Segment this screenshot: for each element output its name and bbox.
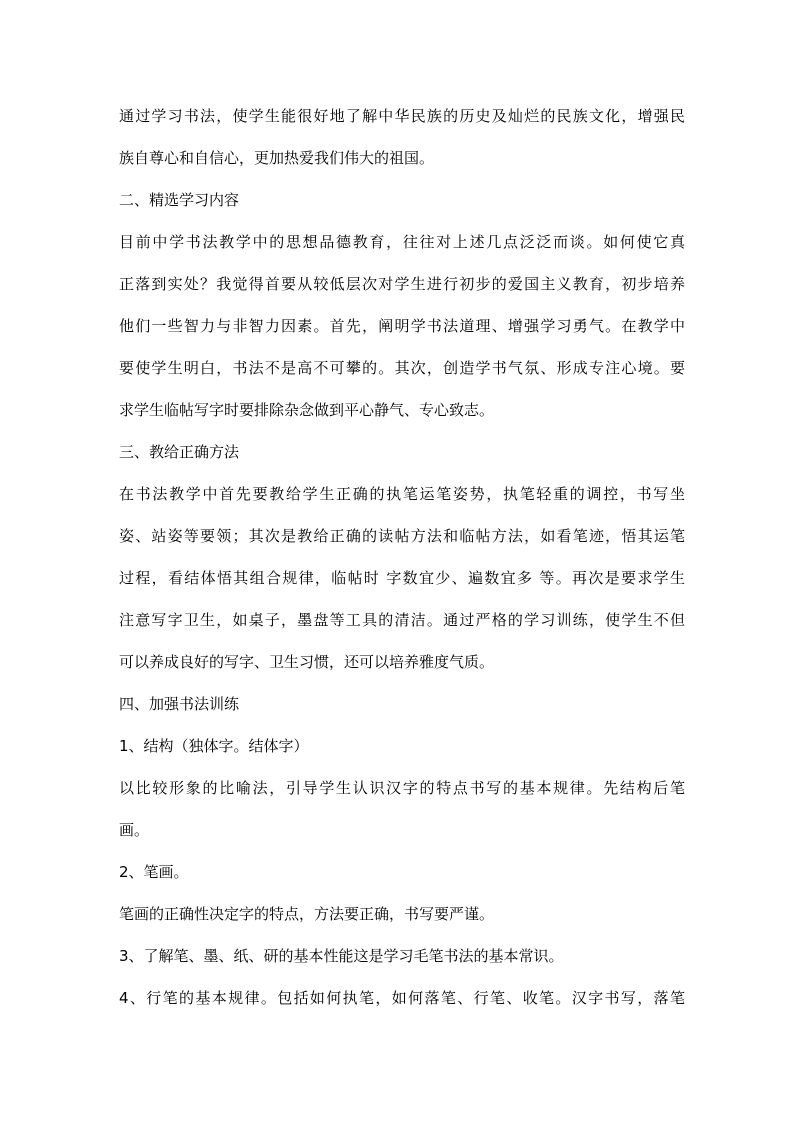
paragraph-line: 要使学生明白，书法不是高不可攀的。其次，创造学书气氛、形成专注心境。要 <box>119 359 685 377</box>
section-heading: 四、加强书法训练 <box>119 695 240 713</box>
paragraph-line: 注意写字卫生，如桌子，墨盘等工具的清洁。通过严格的学习训练，使学生不但 <box>119 611 685 629</box>
paragraph-line: 通过学习书法，使学生能很好地了解中华民族的历史及灿烂的民族文化，增强民 <box>119 107 685 125</box>
list-item-heading: 3、了解笔、墨、纸、研的基本性能这是学习毛笔书法的基本常识。 <box>119 947 564 965</box>
list-item-heading: 2、笔画。 <box>119 863 189 881</box>
list-item-heading: 4、行笔的基本规律。包括如何执笔，如何落笔、行笔、收笔。汉字书写，落笔 <box>119 989 685 1007</box>
paragraph-line: 在书法教学中首先要教给学生正确的执笔运笔姿势，执笔轻重的调控，书写坐 <box>119 485 685 503</box>
paragraph-line: 以比较形象的比喻法，引导学生认识汉字的特点书写的基本规律。先结构后笔 <box>119 779 685 797</box>
paragraph-line: 可以养成良好的写字、卫生习惯，还可以培养雅度气质。 <box>119 653 495 671</box>
paragraph-line: 族自尊心和自信心，更加热爱我们伟大的祖国。 <box>119 149 435 167</box>
paragraph-line: 目前中学书法教学中的思想品德教育，往往对上述几点泛泛而谈。如何使它真 <box>119 233 685 251</box>
section-heading: 二、精选学习内容 <box>119 191 240 209</box>
paragraph-line: 过程，看结体悟其组合规律，临帖时 字数宜少、遍数宜多 等。再次是要求学生 <box>119 569 685 587</box>
paragraph-line: 姿、站姿等要领；其次是教给正确的读帖方法和临帖方法，如看笔迹，悟其运笔 <box>119 527 685 545</box>
paragraph-line: 正落到实处？我觉得首要从较低层次对学生进行初步的爱国主义教育，初步培养 <box>119 275 685 293</box>
section-heading: 三、教给正确方法 <box>119 443 240 461</box>
paragraph-line: 他们一些智力与非智力因素。首先，阐明学书法道理、增强学习勇气。在教学中 <box>119 317 685 335</box>
list-item-heading: 1、结构（独体字。结体字） <box>119 737 309 755</box>
paragraph-line: 笔画的正确性决定字的特点，方法要正确，书写要严谨。 <box>119 905 495 923</box>
paragraph-line: 求学生临帖写字时要排除杂念做到平心静气、专心致志。 <box>119 401 495 419</box>
paragraph-line: 画。 <box>119 821 150 839</box>
